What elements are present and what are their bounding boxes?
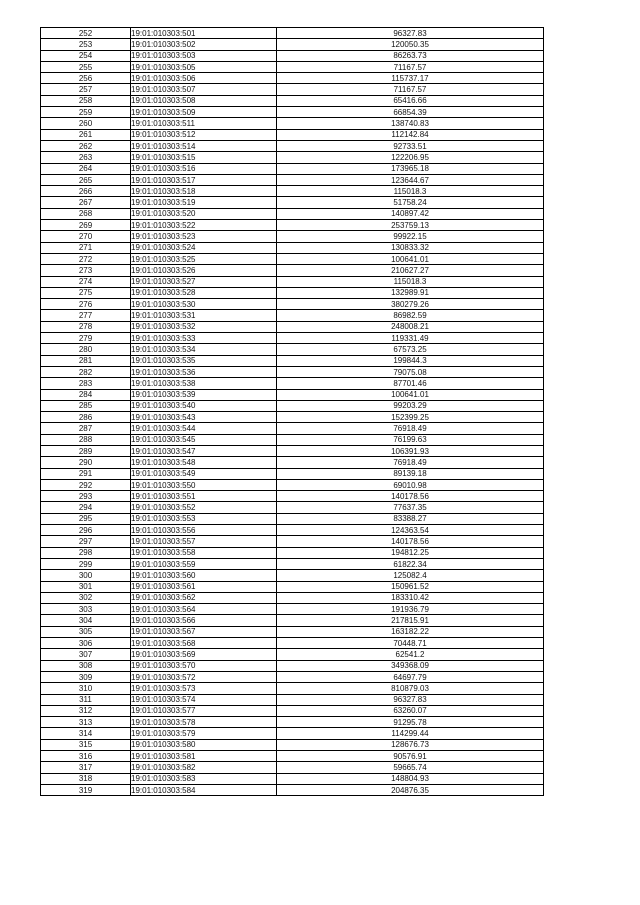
row-number-cell: 318 bbox=[41, 773, 131, 784]
cadastral-value-cell: 119331.49 bbox=[277, 333, 544, 344]
row-number-cell: 264 bbox=[41, 163, 131, 174]
row-number-cell: 307 bbox=[41, 649, 131, 660]
cadastral-number-cell: 19:01:010303:535 bbox=[131, 355, 277, 366]
cadastral-number-cell: 19:01:010303:512 bbox=[131, 129, 277, 140]
cadastral-number-cell: 19:01:010303:574 bbox=[131, 694, 277, 705]
cadastral-number-cell: 19:01:010303:538 bbox=[131, 378, 277, 389]
table-row bbox=[41, 321, 544, 332]
row-number-cell: 262 bbox=[41, 140, 131, 151]
table-row bbox=[41, 412, 544, 423]
cadastral-value-cell: 248008.21 bbox=[277, 321, 544, 332]
cadastral-number-cell: 19:01:010303:527 bbox=[131, 276, 277, 287]
table-row bbox=[41, 287, 544, 298]
row-number-cell: 299 bbox=[41, 558, 131, 569]
cadastral-number-cell: 19:01:010303:558 bbox=[131, 547, 277, 558]
cadastral-value-cell: 140897.42 bbox=[277, 208, 544, 219]
cadastral-number-cell: 19:01:010303:536 bbox=[131, 366, 277, 377]
table-row bbox=[41, 61, 544, 72]
row-number-cell: 257 bbox=[41, 84, 131, 95]
cadastral-value-cell: 77637.35 bbox=[277, 502, 544, 513]
cadastral-value-cell: 138740.83 bbox=[277, 118, 544, 129]
table-row bbox=[41, 626, 544, 637]
table-row bbox=[41, 163, 544, 174]
row-number-cell: 302 bbox=[41, 592, 131, 603]
row-number-cell: 289 bbox=[41, 445, 131, 456]
cadastral-value-cell: 128676.73 bbox=[277, 739, 544, 750]
cadastral-value-cell: 217815.91 bbox=[277, 615, 544, 626]
cadastral-value-cell: 114299.44 bbox=[277, 728, 544, 739]
cadastral-value-table bbox=[40, 27, 544, 796]
cadastral-value-cell: 62541.2 bbox=[277, 649, 544, 660]
table-row bbox=[41, 265, 544, 276]
cadastral-value-cell: 152399.25 bbox=[277, 412, 544, 423]
table-row bbox=[41, 310, 544, 321]
cadastral-value-cell: 64697.79 bbox=[277, 671, 544, 682]
table-row bbox=[41, 333, 544, 344]
row-number-cell: 288 bbox=[41, 434, 131, 445]
cadastral-value-cell: 120050.35 bbox=[277, 39, 544, 50]
cadastral-number-cell: 19:01:010303:550 bbox=[131, 479, 277, 490]
cadastral-number-cell: 19:01:010303:532 bbox=[131, 321, 277, 332]
table-row bbox=[41, 276, 544, 287]
cadastral-value-cell: 115018.3 bbox=[277, 276, 544, 287]
cadastral-number-cell: 19:01:010303:577 bbox=[131, 705, 277, 716]
row-number-cell: 285 bbox=[41, 400, 131, 411]
table-row bbox=[41, 604, 544, 615]
row-number-cell: 310 bbox=[41, 683, 131, 694]
cadastral-value-cell: 183310.42 bbox=[277, 592, 544, 603]
row-number-cell: 259 bbox=[41, 107, 131, 118]
cadastral-value-cell: 86263.73 bbox=[277, 50, 544, 61]
row-number-cell: 279 bbox=[41, 333, 131, 344]
cadastral-value-cell: 89139.18 bbox=[277, 468, 544, 479]
cadastral-value-cell: 148804.93 bbox=[277, 773, 544, 784]
row-number-cell: 266 bbox=[41, 186, 131, 197]
table-row bbox=[41, 751, 544, 762]
cadastral-value-cell: 71167.57 bbox=[277, 61, 544, 72]
row-number-cell: 294 bbox=[41, 502, 131, 513]
cadastral-value-cell: 83388.27 bbox=[277, 513, 544, 524]
cadastral-number-cell: 19:01:010303:547 bbox=[131, 445, 277, 456]
cadastral-number-cell: 19:01:010303:530 bbox=[131, 299, 277, 310]
row-number-cell: 278 bbox=[41, 321, 131, 332]
cadastral-number-cell: 19:01:010303:539 bbox=[131, 389, 277, 400]
table-row bbox=[41, 355, 544, 366]
row-number-cell: 271 bbox=[41, 242, 131, 253]
cadastral-number-cell: 19:01:010303:573 bbox=[131, 683, 277, 694]
cadastral-number-cell: 19:01:010303:518 bbox=[131, 186, 277, 197]
row-number-cell: 282 bbox=[41, 366, 131, 377]
table-row bbox=[41, 174, 544, 185]
table-row bbox=[41, 140, 544, 151]
row-number-cell: 286 bbox=[41, 412, 131, 423]
table-row bbox=[41, 660, 544, 671]
cadastral-value-cell: 59665.74 bbox=[277, 762, 544, 773]
cadastral-number-cell: 19:01:010303:572 bbox=[131, 671, 277, 682]
cadastral-value-cell: 112142.84 bbox=[277, 129, 544, 140]
cadastral-number-cell: 19:01:010303:552 bbox=[131, 502, 277, 513]
table-row bbox=[41, 547, 544, 558]
table-row bbox=[41, 186, 544, 197]
table-row bbox=[41, 50, 544, 61]
table-row bbox=[41, 253, 544, 264]
cadastral-value-cell: 163182.22 bbox=[277, 626, 544, 637]
cadastral-value-cell: 100641.01 bbox=[277, 253, 544, 264]
table-row bbox=[41, 220, 544, 231]
table-row bbox=[41, 502, 544, 513]
table-row bbox=[41, 344, 544, 355]
cadastral-number-cell: 19:01:010303:515 bbox=[131, 152, 277, 163]
cadastral-number-cell: 19:01:010303:578 bbox=[131, 717, 277, 728]
cadastral-number-cell: 19:01:010303:566 bbox=[131, 615, 277, 626]
cadastral-value-cell: 124363.54 bbox=[277, 525, 544, 536]
cadastral-value-cell: 69010.98 bbox=[277, 479, 544, 490]
row-number-cell: 275 bbox=[41, 287, 131, 298]
cadastral-value-cell: 71167.57 bbox=[277, 84, 544, 95]
row-number-cell: 315 bbox=[41, 739, 131, 750]
cadastral-value-cell: 76918.49 bbox=[277, 457, 544, 468]
cadastral-value-cell: 100641.01 bbox=[277, 389, 544, 400]
cadastral-number-cell: 19:01:010303:580 bbox=[131, 739, 277, 750]
cadastral-value-cell: 140178.56 bbox=[277, 536, 544, 547]
row-number-cell: 284 bbox=[41, 389, 131, 400]
table-row bbox=[41, 570, 544, 581]
table-row bbox=[41, 592, 544, 603]
row-number-cell: 292 bbox=[41, 479, 131, 490]
table-row bbox=[41, 784, 544, 795]
cadastral-value-cell: 90576.91 bbox=[277, 751, 544, 762]
table-row bbox=[41, 536, 544, 547]
row-number-cell: 287 bbox=[41, 423, 131, 434]
row-number-cell: 290 bbox=[41, 457, 131, 468]
cadastral-value-cell: 66854.39 bbox=[277, 107, 544, 118]
row-number-cell: 268 bbox=[41, 208, 131, 219]
row-number-cell: 273 bbox=[41, 265, 131, 276]
row-number-cell: 313 bbox=[41, 717, 131, 728]
row-number-cell: 306 bbox=[41, 638, 131, 649]
cadastral-value-cell: 86982.59 bbox=[277, 310, 544, 321]
cadastral-number-cell: 19:01:010303:568 bbox=[131, 638, 277, 649]
cadastral-value-cell: 380279.26 bbox=[277, 299, 544, 310]
table-row bbox=[41, 638, 544, 649]
cadastral-value-cell: 115018.3 bbox=[277, 186, 544, 197]
cadastral-value-cell: 122206.95 bbox=[277, 152, 544, 163]
cadastral-number-cell: 19:01:010303:567 bbox=[131, 626, 277, 637]
cadastral-number-cell: 19:01:010303:531 bbox=[131, 310, 277, 321]
cadastral-value-cell: 210627.27 bbox=[277, 265, 544, 276]
row-number-cell: 314 bbox=[41, 728, 131, 739]
row-number-cell: 255 bbox=[41, 61, 131, 72]
row-number-cell: 311 bbox=[41, 694, 131, 705]
table-body bbox=[41, 28, 544, 796]
row-number-cell: 263 bbox=[41, 152, 131, 163]
cadastral-value-cell: 61822.34 bbox=[277, 558, 544, 569]
table-row bbox=[41, 491, 544, 502]
table-row bbox=[41, 118, 544, 129]
cadastral-value-cell: 140178.56 bbox=[277, 491, 544, 502]
table-row bbox=[41, 705, 544, 716]
cadastral-value-cell: 123644.67 bbox=[277, 174, 544, 185]
row-number-cell: 254 bbox=[41, 50, 131, 61]
cadastral-value-cell: 130833.32 bbox=[277, 242, 544, 253]
cadastral-value-cell: 132989.91 bbox=[277, 287, 544, 298]
cadastral-number-cell: 19:01:010303:514 bbox=[131, 140, 277, 151]
row-number-cell: 253 bbox=[41, 39, 131, 50]
row-number-cell: 280 bbox=[41, 344, 131, 355]
table-row bbox=[41, 95, 544, 106]
cadastral-number-cell: 19:01:010303:522 bbox=[131, 220, 277, 231]
cadastral-value-cell: 115737.17 bbox=[277, 73, 544, 84]
row-number-cell: 295 bbox=[41, 513, 131, 524]
cadastral-value-cell: 96327.83 bbox=[277, 694, 544, 705]
row-number-cell: 252 bbox=[41, 28, 131, 39]
cadastral-number-cell: 19:01:010303:553 bbox=[131, 513, 277, 524]
table-row bbox=[41, 400, 544, 411]
row-number-cell: 272 bbox=[41, 253, 131, 264]
table-row bbox=[41, 28, 544, 39]
cadastral-value-cell: 199844.3 bbox=[277, 355, 544, 366]
cadastral-number-cell: 19:01:010303:582 bbox=[131, 762, 277, 773]
table-row bbox=[41, 299, 544, 310]
cadastral-number-cell: 19:01:010303:551 bbox=[131, 491, 277, 502]
cadastral-number-cell: 19:01:010303:523 bbox=[131, 231, 277, 242]
cadastral-number-cell: 19:01:010303:501 bbox=[131, 28, 277, 39]
table-row bbox=[41, 558, 544, 569]
table-row bbox=[41, 242, 544, 253]
cadastral-value-cell: 349368.09 bbox=[277, 660, 544, 671]
cadastral-number-cell: 19:01:010303:544 bbox=[131, 423, 277, 434]
cadastral-number-cell: 19:01:010303:516 bbox=[131, 163, 277, 174]
cadastral-value-cell: 67573.25 bbox=[277, 344, 544, 355]
table-row bbox=[41, 671, 544, 682]
cadastral-number-cell: 19:01:010303:557 bbox=[131, 536, 277, 547]
cadastral-value-cell: 194812.25 bbox=[277, 547, 544, 558]
cadastral-number-cell: 19:01:010303:561 bbox=[131, 581, 277, 592]
table-row bbox=[41, 197, 544, 208]
table-row bbox=[41, 445, 544, 456]
row-number-cell: 296 bbox=[41, 525, 131, 536]
row-number-cell: 283 bbox=[41, 378, 131, 389]
row-number-cell: 301 bbox=[41, 581, 131, 592]
row-number-cell: 303 bbox=[41, 604, 131, 615]
cadastral-number-cell: 19:01:010303:583 bbox=[131, 773, 277, 784]
row-number-cell: 309 bbox=[41, 671, 131, 682]
table-row bbox=[41, 739, 544, 750]
cadastral-number-cell: 19:01:010303:556 bbox=[131, 525, 277, 536]
cadastral-number-cell: 19:01:010303:579 bbox=[131, 728, 277, 739]
cadastral-value-cell: 92733.51 bbox=[277, 140, 544, 151]
row-number-cell: 258 bbox=[41, 95, 131, 106]
cadastral-value-cell: 204876.35 bbox=[277, 784, 544, 795]
row-number-cell: 269 bbox=[41, 220, 131, 231]
cadastral-number-cell: 19:01:010303:507 bbox=[131, 84, 277, 95]
cadastral-number-cell: 19:01:010303:509 bbox=[131, 107, 277, 118]
cadastral-number-cell: 19:01:010303:511 bbox=[131, 118, 277, 129]
cadastral-value-cell: 91295.78 bbox=[277, 717, 544, 728]
cadastral-number-cell: 19:01:010303:564 bbox=[131, 604, 277, 615]
cadastral-value-cell: 253759.13 bbox=[277, 220, 544, 231]
table-row bbox=[41, 423, 544, 434]
cadastral-number-cell: 19:01:010303:525 bbox=[131, 253, 277, 264]
table-row bbox=[41, 107, 544, 118]
table-row bbox=[41, 581, 544, 592]
row-number-cell: 300 bbox=[41, 570, 131, 581]
cadastral-number-cell: 19:01:010303:540 bbox=[131, 400, 277, 411]
cadastral-value-cell: 51758.24 bbox=[277, 197, 544, 208]
table-row bbox=[41, 389, 544, 400]
cadastral-number-cell: 19:01:010303:543 bbox=[131, 412, 277, 423]
row-number-cell: 270 bbox=[41, 231, 131, 242]
cadastral-value-cell: 96327.83 bbox=[277, 28, 544, 39]
cadastral-number-cell: 19:01:010303:548 bbox=[131, 457, 277, 468]
cadastral-value-cell: 76199.63 bbox=[277, 434, 544, 445]
row-number-cell: 308 bbox=[41, 660, 131, 671]
cadastral-number-cell: 19:01:010303:560 bbox=[131, 570, 277, 581]
table-row bbox=[41, 525, 544, 536]
row-number-cell: 260 bbox=[41, 118, 131, 129]
cadastral-number-cell: 19:01:010303:534 bbox=[131, 344, 277, 355]
row-number-cell: 293 bbox=[41, 491, 131, 502]
cadastral-number-cell: 19:01:010303:533 bbox=[131, 333, 277, 344]
table-row bbox=[41, 762, 544, 773]
table-row bbox=[41, 129, 544, 140]
table-row bbox=[41, 208, 544, 219]
table-row bbox=[41, 457, 544, 468]
row-number-cell: 256 bbox=[41, 73, 131, 84]
cadastral-value-cell: 79075.08 bbox=[277, 366, 544, 377]
cadastral-value-cell: 76918.49 bbox=[277, 423, 544, 434]
table-row bbox=[41, 468, 544, 479]
cadastral-number-cell: 19:01:010303:570 bbox=[131, 660, 277, 671]
cadastral-number-cell: 19:01:010303:581 bbox=[131, 751, 277, 762]
cadastral-number-cell: 19:01:010303:519 bbox=[131, 197, 277, 208]
cadastral-number-cell: 19:01:010303:528 bbox=[131, 287, 277, 298]
row-number-cell: 274 bbox=[41, 276, 131, 287]
cadastral-number-cell: 19:01:010303:508 bbox=[131, 95, 277, 106]
row-number-cell: 297 bbox=[41, 536, 131, 547]
table-row bbox=[41, 378, 544, 389]
cadastral-number-cell: 19:01:010303:559 bbox=[131, 558, 277, 569]
table-row bbox=[41, 39, 544, 50]
table-row bbox=[41, 479, 544, 490]
cadastral-value-cell: 99922.15 bbox=[277, 231, 544, 242]
cadastral-number-cell: 19:01:010303:524 bbox=[131, 242, 277, 253]
row-number-cell: 298 bbox=[41, 547, 131, 558]
table-row bbox=[41, 84, 544, 95]
cadastral-value-cell: 63260.07 bbox=[277, 705, 544, 716]
table-row bbox=[41, 615, 544, 626]
cadastral-value-cell: 65416.66 bbox=[277, 95, 544, 106]
row-number-cell: 265 bbox=[41, 174, 131, 185]
cadastral-number-cell: 19:01:010303:505 bbox=[131, 61, 277, 72]
cadastral-value-cell: 125082.4 bbox=[277, 570, 544, 581]
cadastral-value-cell: 99203.29 bbox=[277, 400, 544, 411]
table-row bbox=[41, 649, 544, 660]
row-number-cell: 281 bbox=[41, 355, 131, 366]
cadastral-number-cell: 19:01:010303:520 bbox=[131, 208, 277, 219]
row-number-cell: 261 bbox=[41, 129, 131, 140]
cadastral-value-cell: 70448.71 bbox=[277, 638, 544, 649]
cadastral-number-cell: 19:01:010303:545 bbox=[131, 434, 277, 445]
table-row bbox=[41, 73, 544, 84]
row-number-cell: 277 bbox=[41, 310, 131, 321]
row-number-cell: 316 bbox=[41, 751, 131, 762]
row-number-cell: 304 bbox=[41, 615, 131, 626]
cadastral-value-cell: 810879.03 bbox=[277, 683, 544, 694]
cadastral-number-cell: 19:01:010303:549 bbox=[131, 468, 277, 479]
table-row bbox=[41, 683, 544, 694]
cadastral-number-cell: 19:01:010303:517 bbox=[131, 174, 277, 185]
row-number-cell: 305 bbox=[41, 626, 131, 637]
cadastral-value-cell: 150961.52 bbox=[277, 581, 544, 592]
table-row bbox=[41, 717, 544, 728]
cadastral-number-cell: 19:01:010303:506 bbox=[131, 73, 277, 84]
row-number-cell: 276 bbox=[41, 299, 131, 310]
cadastral-value-cell: 191936.79 bbox=[277, 604, 544, 615]
row-number-cell: 319 bbox=[41, 784, 131, 795]
row-number-cell: 267 bbox=[41, 197, 131, 208]
cadastral-number-cell: 19:01:010303:503 bbox=[131, 50, 277, 61]
cadastral-number-cell: 19:01:010303:526 bbox=[131, 265, 277, 276]
row-number-cell: 312 bbox=[41, 705, 131, 716]
table-row bbox=[41, 773, 544, 784]
cadastral-number-cell: 19:01:010303:502 bbox=[131, 39, 277, 50]
cadastral-number-cell: 19:01:010303:562 bbox=[131, 592, 277, 603]
row-number-cell: 317 bbox=[41, 762, 131, 773]
table-row bbox=[41, 152, 544, 163]
table-row bbox=[41, 513, 544, 524]
cadastral-value-cell: 87701.46 bbox=[277, 378, 544, 389]
cadastral-number-cell: 19:01:010303:584 bbox=[131, 784, 277, 795]
table-row bbox=[41, 434, 544, 445]
table-row bbox=[41, 694, 544, 705]
table-row bbox=[41, 231, 544, 242]
cadastral-value-cell: 173965.18 bbox=[277, 163, 544, 174]
table-row bbox=[41, 728, 544, 739]
cadastral-value-cell: 106391.93 bbox=[277, 445, 544, 456]
row-number-cell: 291 bbox=[41, 468, 131, 479]
table-row bbox=[41, 366, 544, 377]
cadastral-number-cell: 19:01:010303:569 bbox=[131, 649, 277, 660]
